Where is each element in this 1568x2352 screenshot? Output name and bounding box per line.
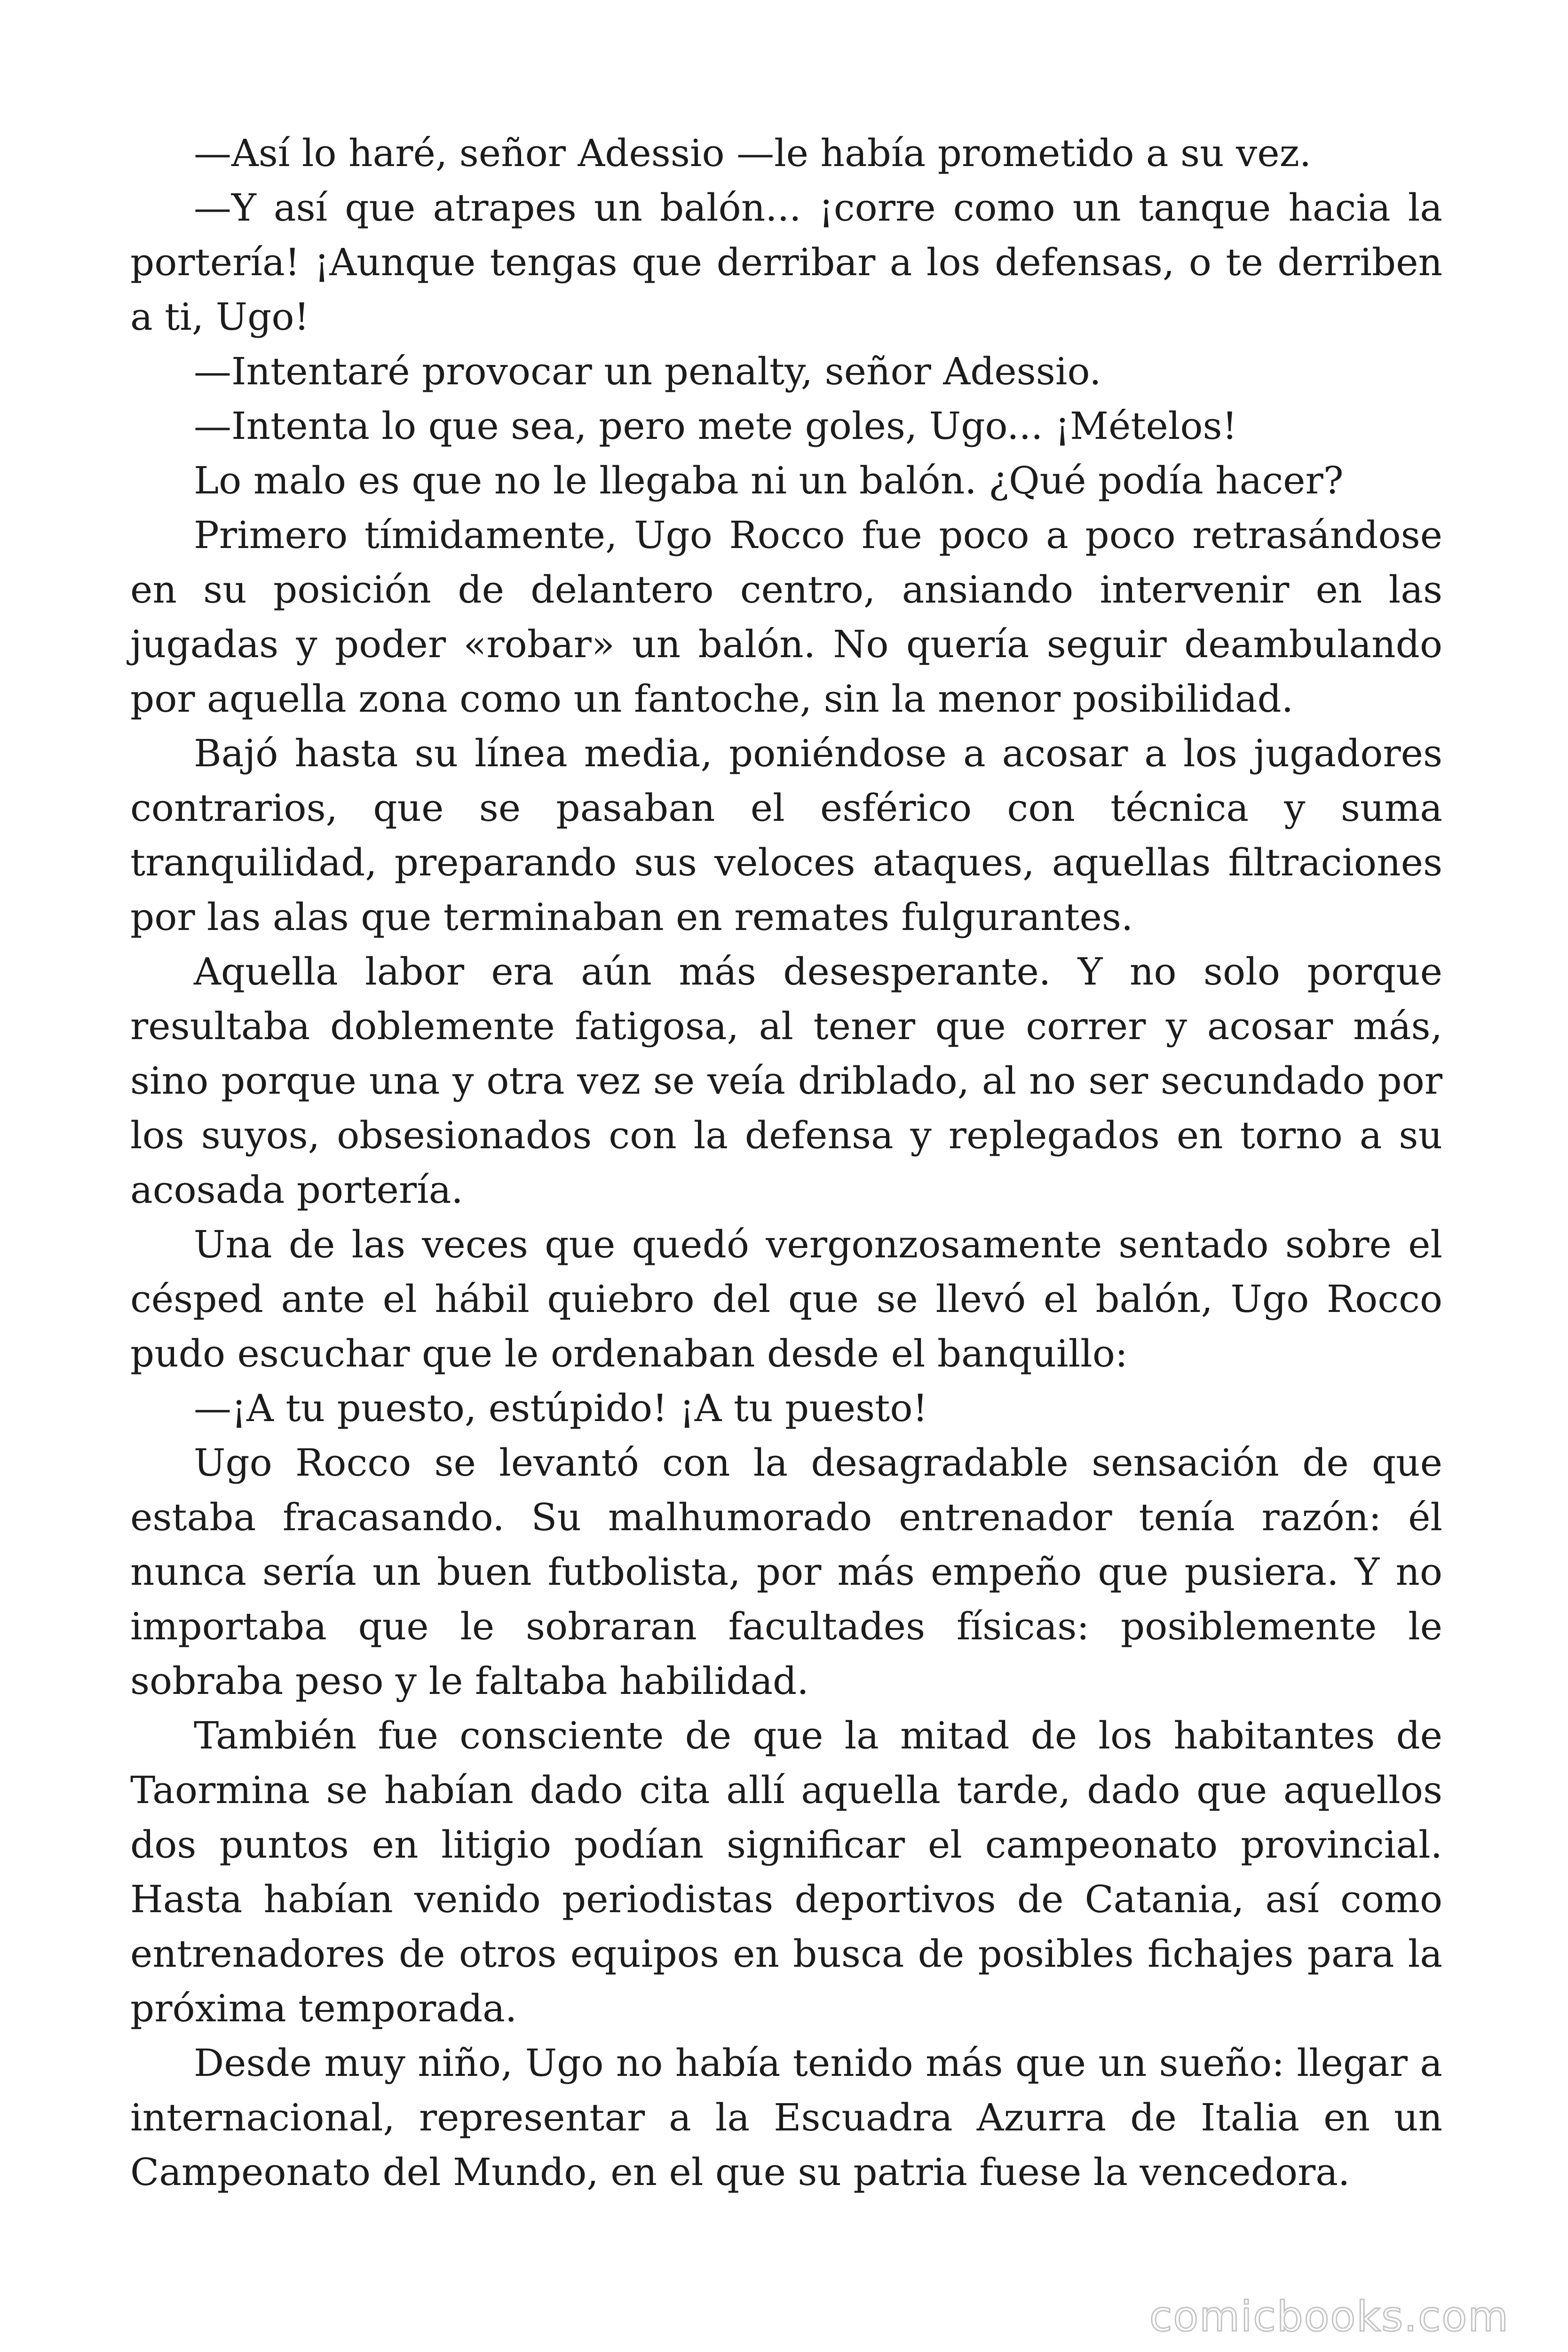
paragraph: —Intenta lo que sea, pero mete goles, Ugo... ¡Mételos! (194, 404, 1237, 448)
watermark: comicbooks.com (1149, 2292, 1509, 2341)
paragraph: Primero tímidamente, Ugo Rocco fue poco a poco retrasándose en su posición de delantero centro, ansiando intervenir en las jugadas y poder «robar» un balón. No quería seguir deambulando por aquella zona como un fantoche, sin la menor posibilidad. (130, 513, 1442, 721)
paragraph: —Así lo haré, señor Adessio —le había prometido a su vez. (194, 131, 1312, 175)
paragraph: Bajó hasta su línea media, poniéndose a acosar a los jugadores contrarios, que se pasaban el esférico con técnica y suma tranquilidad, preparando sus veloces ataques, aquellas filtraciones por las alas que terminaban en remates fulgurantes. (130, 731, 1442, 939)
paragraph: Aquella labor era aún más desesperante. Y no solo porque resultaba doblemente fatigosa, al tener que correr y acosar más, sino porque una y otra vez se veía driblado, al no ser secundado por los suyos, obsesionados con la defensa y replegados en torno a su acosada portería. (130, 950, 1442, 1212)
paragraph: Ugo Rocco se levantó con la desagradable sensación de que estaba fracasando. Su malhumorado entrenador tenía razón: él nunca sería un buen futbolista, por más empeño que pusiera. Y no importaba que le sobraran facultades físicas: posiblemente le sobraba peso y le faltaba habilidad. (130, 1441, 1442, 1703)
paragraph: Una de las veces que quedó vergonzosamente sentado sobre el césped ante el hábil quiebro del que se llevó el balón, Ugo Rocco pudo escuchar que le ordenaban desde el banquillo: (130, 1223, 1442, 1375)
paragraph: —Y así que atrapes un balón... ¡corre como un tanque hacia la portería! ¡Aunque tengas que derribar a los defensas, o te derriben a ti, Ugo! (130, 186, 1442, 339)
paragraph: —Intentaré provocar un penalty, señor Adessio. (194, 350, 1101, 393)
paragraph: Desde muy niño, Ugo no había tenido más que un sueño: llegar a internacional, representar a la Escuadra Azurra de Italia en un Campeonato del Mundo, en el que su patria fuese la vencedora. (130, 2041, 1442, 2194)
paragraph: —¡A tu puesto, estúpido! ¡A tu puesto! (194, 1386, 928, 1430)
paragraph: Lo malo es que no le llegaba ni un balón. ¿Qué podía hacer? (194, 459, 1344, 502)
paragraph: También fue consciente de que la mitad de los habitantes de Taormina se habían dado cita allí aquella tarde, dado que aquellos dos puntos en litigio podían significar el campeonato provincial. Hasta habían venido periodistas deportivos de Catania, así como entrenadores de otros equipos en busca de posibles fichajes para la próxima temporada. (130, 1714, 1442, 2030)
book-page-text (130, 126, 1442, 2200)
